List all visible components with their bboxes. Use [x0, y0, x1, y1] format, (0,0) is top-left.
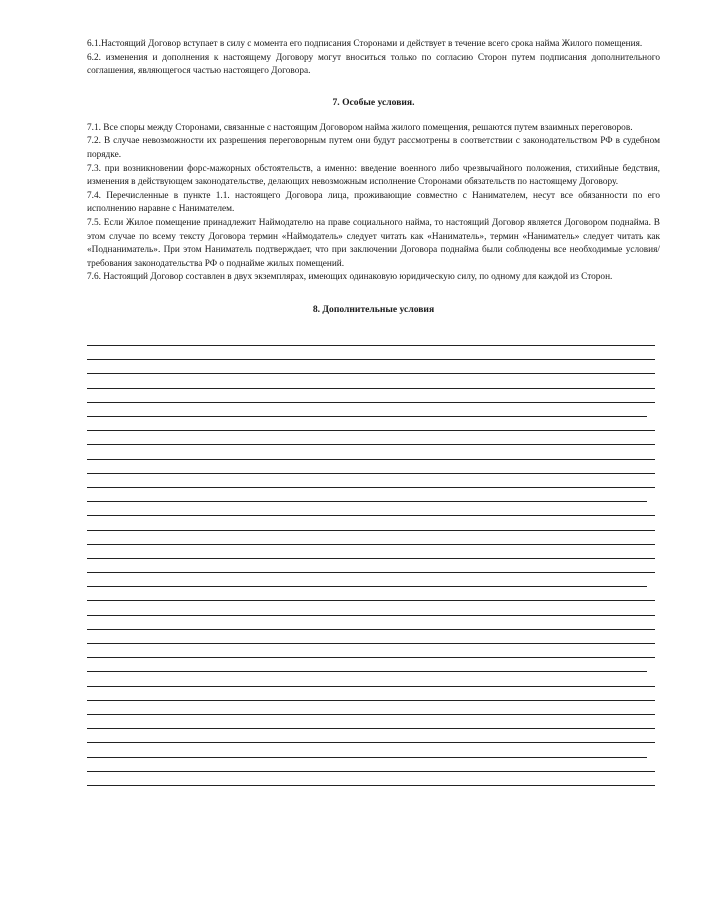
blank-line — [87, 729, 655, 743]
clause-6-2: 6.2. изменения и дополнения к настоящему Договору могут вноситься только по согласию Сторон путем подписания дополнительного соглашения, являющегося частью настоящего Договора. — [87, 52, 660, 77]
blank-line — [87, 587, 655, 601]
clause-7-6: 7.6. Настоящий Договор составлен в двух экземплярах, имеющих одинаковую юридическую силу, по одному для каждой из Сторон. — [87, 272, 613, 283]
section-8-title: 8. Дополнительные условия — [312, 303, 435, 315]
blank-line — [87, 445, 655, 459]
blank-line — [87, 658, 647, 672]
blank-line — [87, 743, 647, 757]
blank-line — [87, 431, 655, 445]
blank-line — [87, 715, 655, 729]
blank-line — [87, 644, 655, 658]
blank-line — [87, 672, 655, 686]
blank-line — [87, 502, 655, 516]
blank-line — [87, 601, 655, 615]
clause-6-1: 6.1.Настоящий Договор вступает в силу с момента его подписания Сторонами и действует в течение всего срока найма Жилого помещения. — [87, 39, 643, 49]
blank-line — [87, 545, 655, 559]
blank-line — [87, 516, 655, 530]
blank-line — [87, 389, 655, 403]
clause-7-5: 7.5. Если Жилое помещение принадлежит Наймодателю на праве социального найма, то настоящий Договор является Договором поднайма. В этом случае по всему тексту Договора термин «Наймодатель» следует читать как «Наниматель», термин «Наниматель» следует читать как «Поднаниматель». При этом Наниматель подтверждает, что при заключении Договора поднайма были соблюдены все необходимые условия/требования законодательства РФ о поднайме жилых помещений. — [87, 217, 660, 269]
blank-line — [87, 346, 655, 360]
blank-line — [87, 332, 655, 346]
blank-line — [87, 630, 655, 644]
blank-line — [87, 474, 655, 488]
clause-7-4: 7.4. Перечисленные в пункте 1.1. настоящего Договора лица, проживающие совместно с Нанимателем, несут все обязанности по его исполнению наравне с Нанимателем. — [87, 190, 660, 215]
clause-7-1: 7.1. Все споры между Сторонами, связанные с настоящим Договором найма жилого помещения, решаются путем взаимных переговоров. — [87, 122, 633, 133]
blank-line — [87, 403, 647, 417]
blank-line — [87, 701, 655, 715]
blank-line — [87, 360, 655, 374]
blank-line — [87, 559, 655, 573]
blank-line — [87, 758, 655, 772]
blank-line — [87, 687, 655, 701]
blank-line — [87, 772, 655, 786]
blank-line — [87, 488, 647, 502]
blank-line — [87, 374, 655, 388]
blank-line — [87, 531, 655, 545]
blank-line — [87, 616, 655, 630]
section-7-title: 7. Особые условия. — [332, 96, 415, 108]
blank-line — [87, 460, 655, 474]
clause-7-3: 7.3. при возникновении форс-мажорных обстоятельств, а именно: введение военного либо чрезвычайного положения, стихийные бедствия, изменения в действующем законодательстве, делающих невозможным исполнение Сторонами обязательств по настоящему Договору. — [87, 163, 660, 188]
clause-7-2: 7.2. В случае невозможности их разрешения переговорным путем они будут рассмотрены в соответствии с законодательством РФ в судебном порядке. — [87, 136, 660, 160]
blank-line — [87, 573, 647, 587]
blank-lines-area — [87, 332, 655, 786]
blank-line — [87, 417, 655, 431]
